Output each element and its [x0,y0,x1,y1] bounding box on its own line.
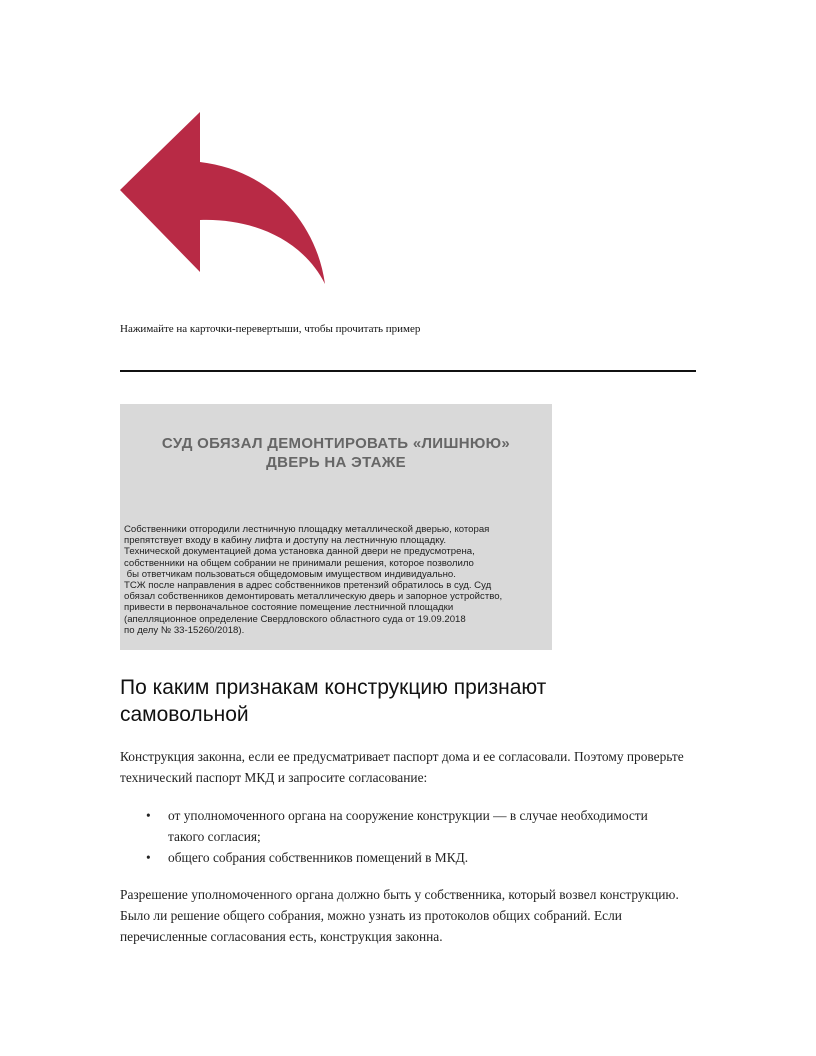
horizontal-divider [120,370,696,372]
list-item [120,847,680,868]
bullet-icon: • [146,850,151,865]
card-body-line: по делу № 33-15260/2018). [124,624,245,636]
card-body-line: (апелляционное определение Свердловского областного суда от 19.09.2018 [124,613,466,625]
card-title-line: СУД ОБЯЗАЛ ДЕМОНТИРОВАТЬ «ЛИШНЮЮ» [161,435,511,452]
card-body-line: привести в первоначальное состояние помещение лестничной площадки [124,602,454,614]
intro-paragraph: Конструкция законна, если ее предусматривает паспорт дома и ее согласовали. Поэтому проверьте технический паспорт МКД и запросите согласование: [120,749,684,785]
reply-arrow-icon[interactable] [118,110,328,288]
conclusion-paragraph: Разрешение уполномоченного органа должно быть у собственника, который возвел конструкцию. Было ли решение общего собрания, можно узнать из протоколов общих собраний. Если перечисленные согласования есть, конструкция законна. [120,887,679,944]
example-flip-card[interactable] [120,404,552,650]
reply-arrow-shape [120,112,325,284]
section-heading: По каким признакам конструкцию признают самовольной [120,676,547,726]
card-body [124,524,550,636]
list-item-text: общего собрания собственников помещений в МКД. [168,850,469,865]
card-title [120,434,552,472]
card-body-line: обязал собственников демонтировать металлическую дверь и запорное устройство, [124,591,503,603]
card-body-line: собственники на общем собрании не принимали решения, которое позволило [124,557,474,569]
bullet-icon: • [146,808,151,823]
card-body-line: Собственники отгородили лестничную площадку металлической дверью, которая [124,524,490,535]
card-body-line: препятствует входу в кабину лифта и доступу на лестничную площадку. [124,535,447,547]
card-body-line: ТСЖ после направления в адрес собственников претензий обратилось в суд. Суд [124,580,492,592]
card-body-line: Технической документацией дома установка данной двери не предусмотрена, [124,546,475,558]
card-title-line: ДВЕРЬ НА ЭТАЖЕ [266,454,406,471]
list-item [120,805,680,847]
card-body-line: бы ответчикам пользоваться общедомовым имуществом индивидуально. [124,568,456,580]
flip-card-hint: Нажимайте на карточки-перевертыши, чтобы прочитать пример [120,323,421,335]
list-item-text: от уполномоченного органа на сооружение конструкции — в случае необходимости такого согласия; [168,808,648,844]
approval-list [120,805,680,868]
